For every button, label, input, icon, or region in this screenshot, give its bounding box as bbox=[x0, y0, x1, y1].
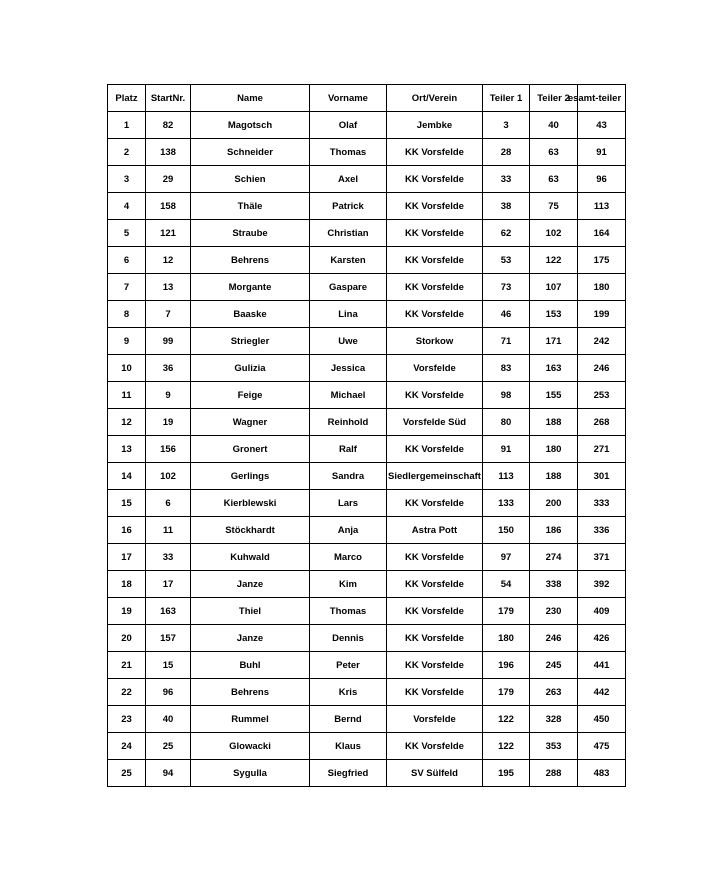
table-row bbox=[108, 571, 626, 598]
cell-ort-verein: Siedlergemeinschaft bbox=[387, 463, 483, 490]
cell-vorname: Ralf bbox=[310, 436, 387, 463]
cell-ort-verein: KK Vorsfelde bbox=[387, 220, 483, 247]
cell-ort-verein: KK Vorsfelde bbox=[387, 166, 483, 193]
cell-teiler-2: 186 bbox=[530, 517, 578, 544]
cell-platz: 8 bbox=[108, 301, 146, 328]
cell-name: Buhl bbox=[191, 652, 310, 679]
cell-name: Kuhwald bbox=[191, 544, 310, 571]
cell-startnr: 17 bbox=[146, 571, 191, 598]
cell-platz: 18 bbox=[108, 571, 146, 598]
cell-vorname: Olaf bbox=[310, 112, 387, 139]
header-row bbox=[108, 85, 626, 112]
table-row bbox=[108, 274, 626, 301]
results-sheet bbox=[107, 84, 624, 787]
cell-gesamt-teiler: 199 bbox=[578, 301, 626, 328]
cell-teiler-1: 83 bbox=[483, 355, 530, 382]
cell-startnr: 11 bbox=[146, 517, 191, 544]
cell-platz: 22 bbox=[108, 679, 146, 706]
cell-teiler-2: 288 bbox=[530, 760, 578, 787]
cell-vorname: Klaus bbox=[310, 733, 387, 760]
table-row bbox=[108, 706, 626, 733]
cell-teiler-1: 53 bbox=[483, 247, 530, 274]
cell-teiler-2: 153 bbox=[530, 301, 578, 328]
cell-vorname: Gaspare bbox=[310, 274, 387, 301]
cell-teiler-2: 171 bbox=[530, 328, 578, 355]
cell-teiler-1: 46 bbox=[483, 301, 530, 328]
cell-vorname: Christian bbox=[310, 220, 387, 247]
cell-platz: 15 bbox=[108, 490, 146, 517]
cell-vorname: Peter bbox=[310, 652, 387, 679]
results-body bbox=[108, 112, 626, 787]
cell-name: Gulizia bbox=[191, 355, 310, 382]
cell-ort-verein: KK Vorsfelde bbox=[387, 733, 483, 760]
cell-platz: 5 bbox=[108, 220, 146, 247]
cell-startnr: 99 bbox=[146, 328, 191, 355]
cell-gesamt-teiler: 409 bbox=[578, 598, 626, 625]
cell-gesamt-teiler: 43 bbox=[578, 112, 626, 139]
table-row bbox=[108, 112, 626, 139]
cell-startnr: 7 bbox=[146, 301, 191, 328]
cell-startnr: 138 bbox=[146, 139, 191, 166]
cell-teiler-2: 180 bbox=[530, 436, 578, 463]
cell-startnr: 96 bbox=[146, 679, 191, 706]
cell-vorname: Anja bbox=[310, 517, 387, 544]
cell-teiler-1: 97 bbox=[483, 544, 530, 571]
cell-ort-verein: KK Vorsfelde bbox=[387, 301, 483, 328]
cell-name: Behrens bbox=[191, 679, 310, 706]
cell-name: Schien bbox=[191, 166, 310, 193]
cell-vorname: Jessica bbox=[310, 355, 387, 382]
table-row bbox=[108, 247, 626, 274]
cell-name: Janze bbox=[191, 571, 310, 598]
cell-vorname: Bernd bbox=[310, 706, 387, 733]
cell-teiler-1: 180 bbox=[483, 625, 530, 652]
cell-ort-verein: SV Sülfeld bbox=[387, 760, 483, 787]
cell-ort-verein: KK Vorsfelde bbox=[387, 625, 483, 652]
cell-name: Straube bbox=[191, 220, 310, 247]
cell-startnr: 33 bbox=[146, 544, 191, 571]
cell-vorname: Thomas bbox=[310, 139, 387, 166]
cell-ort-verein: KK Vorsfelde bbox=[387, 652, 483, 679]
cell-teiler-1: 195 bbox=[483, 760, 530, 787]
table-row bbox=[108, 733, 626, 760]
header-platz: Platz bbox=[108, 85, 146, 112]
cell-name: Sygulla bbox=[191, 760, 310, 787]
cell-platz: 16 bbox=[108, 517, 146, 544]
cell-gesamt-teiler: 268 bbox=[578, 409, 626, 436]
cell-ort-verein: KK Vorsfelde bbox=[387, 436, 483, 463]
cell-vorname: Uwe bbox=[310, 328, 387, 355]
cell-teiler-1: 73 bbox=[483, 274, 530, 301]
table-row bbox=[108, 544, 626, 571]
cell-teiler-2: 274 bbox=[530, 544, 578, 571]
cell-platz: 13 bbox=[108, 436, 146, 463]
cell-teiler-2: 163 bbox=[530, 355, 578, 382]
cell-teiler-1: 80 bbox=[483, 409, 530, 436]
cell-teiler-2: 353 bbox=[530, 733, 578, 760]
cell-teiler-1: 150 bbox=[483, 517, 530, 544]
cell-platz: 14 bbox=[108, 463, 146, 490]
cell-platz: 10 bbox=[108, 355, 146, 382]
cell-name: Glowacki bbox=[191, 733, 310, 760]
table-row bbox=[108, 328, 626, 355]
cell-name: Wagner bbox=[191, 409, 310, 436]
cell-vorname: Axel bbox=[310, 166, 387, 193]
table-row bbox=[108, 355, 626, 382]
table-row bbox=[108, 625, 626, 652]
table-row bbox=[108, 517, 626, 544]
cell-gesamt-teiler: 450 bbox=[578, 706, 626, 733]
table-row bbox=[108, 463, 626, 490]
cell-teiler-2: 200 bbox=[530, 490, 578, 517]
cell-gesamt-teiler: 336 bbox=[578, 517, 626, 544]
cell-gesamt-teiler: 246 bbox=[578, 355, 626, 382]
cell-platz: 19 bbox=[108, 598, 146, 625]
cell-vorname: Lina bbox=[310, 301, 387, 328]
cell-startnr: 156 bbox=[146, 436, 191, 463]
cell-platz: 23 bbox=[108, 706, 146, 733]
table-row bbox=[108, 166, 626, 193]
cell-startnr: 158 bbox=[146, 193, 191, 220]
header-teiler-2: Teiler 2 bbox=[530, 85, 578, 112]
cell-gesamt-teiler: 175 bbox=[578, 247, 626, 274]
cell-startnr: 82 bbox=[146, 112, 191, 139]
cell-ort-verein: KK Vorsfelde bbox=[387, 139, 483, 166]
cell-gesamt-teiler: 242 bbox=[578, 328, 626, 355]
header-startnr: StartNr. bbox=[146, 85, 191, 112]
cell-ort-verein: Vorsfelde bbox=[387, 355, 483, 382]
cell-vorname: Lars bbox=[310, 490, 387, 517]
cell-gesamt-teiler: 371 bbox=[578, 544, 626, 571]
header-ort-verein: Ort/Verein bbox=[387, 85, 483, 112]
cell-gesamt-teiler: 392 bbox=[578, 571, 626, 598]
cell-teiler-1: 33 bbox=[483, 166, 530, 193]
cell-platz: 7 bbox=[108, 274, 146, 301]
cell-startnr: 6 bbox=[146, 490, 191, 517]
cell-name: Feige bbox=[191, 382, 310, 409]
cell-gesamt-teiler: 475 bbox=[578, 733, 626, 760]
cell-teiler-2: 245 bbox=[530, 652, 578, 679]
cell-ort-verein: KK Vorsfelde bbox=[387, 679, 483, 706]
cell-teiler-1: 54 bbox=[483, 571, 530, 598]
cell-startnr: 29 bbox=[146, 166, 191, 193]
cell-vorname: Dennis bbox=[310, 625, 387, 652]
cell-ort-verein: KK Vorsfelde bbox=[387, 571, 483, 598]
cell-teiler-2: 328 bbox=[530, 706, 578, 733]
cell-teiler-1: 3 bbox=[483, 112, 530, 139]
cell-startnr: 102 bbox=[146, 463, 191, 490]
cell-teiler-2: 102 bbox=[530, 220, 578, 247]
table-row bbox=[108, 409, 626, 436]
cell-teiler-1: 113 bbox=[483, 463, 530, 490]
table-row bbox=[108, 760, 626, 787]
cell-gesamt-teiler: 164 bbox=[578, 220, 626, 247]
cell-startnr: 15 bbox=[146, 652, 191, 679]
cell-teiler-2: 338 bbox=[530, 571, 578, 598]
header-vorname: Vorname bbox=[310, 85, 387, 112]
table-row bbox=[108, 652, 626, 679]
cell-startnr: 25 bbox=[146, 733, 191, 760]
cell-gesamt-teiler: 271 bbox=[578, 436, 626, 463]
table-row bbox=[108, 382, 626, 409]
cell-platz: 9 bbox=[108, 328, 146, 355]
cell-vorname: Michael bbox=[310, 382, 387, 409]
cell-startnr: 36 bbox=[146, 355, 191, 382]
cell-name: Baaske bbox=[191, 301, 310, 328]
cell-vorname: Kris bbox=[310, 679, 387, 706]
cell-ort-verein: Astra Pott bbox=[387, 517, 483, 544]
cell-teiler-2: 63 bbox=[530, 139, 578, 166]
cell-platz: 25 bbox=[108, 760, 146, 787]
cell-startnr: 121 bbox=[146, 220, 191, 247]
cell-platz: 1 bbox=[108, 112, 146, 139]
cell-vorname: Reinhold bbox=[310, 409, 387, 436]
cell-startnr: 9 bbox=[146, 382, 191, 409]
cell-teiler-2: 63 bbox=[530, 166, 578, 193]
cell-platz: 20 bbox=[108, 625, 146, 652]
cell-name: Thäle bbox=[191, 193, 310, 220]
cell-gesamt-teiler: 301 bbox=[578, 463, 626, 490]
cell-teiler-1: 38 bbox=[483, 193, 530, 220]
cell-teiler-1: 62 bbox=[483, 220, 530, 247]
cell-teiler-1: 122 bbox=[483, 706, 530, 733]
cell-teiler-1: 98 bbox=[483, 382, 530, 409]
cell-gesamt-teiler: 180 bbox=[578, 274, 626, 301]
table-row bbox=[108, 220, 626, 247]
cell-name: Gerlings bbox=[191, 463, 310, 490]
results-table bbox=[107, 84, 626, 787]
cell-vorname: Siegfried bbox=[310, 760, 387, 787]
cell-teiler-2: 107 bbox=[530, 274, 578, 301]
table-row bbox=[108, 679, 626, 706]
cell-ort-verein: KK Vorsfelde bbox=[387, 274, 483, 301]
cell-ort-verein: KK Vorsfelde bbox=[387, 193, 483, 220]
cell-name: Kierblewski bbox=[191, 490, 310, 517]
cell-ort-verein: KK Vorsfelde bbox=[387, 247, 483, 274]
cell-teiler-2: 122 bbox=[530, 247, 578, 274]
cell-teiler-1: 179 bbox=[483, 679, 530, 706]
cell-name: Stöckhardt bbox=[191, 517, 310, 544]
cell-vorname: Sandra bbox=[310, 463, 387, 490]
header-name: Name bbox=[191, 85, 310, 112]
cell-gesamt-teiler: 91 bbox=[578, 139, 626, 166]
table-row bbox=[108, 193, 626, 220]
cell-ort-verein: Storkow bbox=[387, 328, 483, 355]
cell-gesamt-teiler: 253 bbox=[578, 382, 626, 409]
cell-name: Gronert bbox=[191, 436, 310, 463]
header-gesamt-teiler: esamt-teiler bbox=[578, 85, 626, 112]
cell-teiler-2: 40 bbox=[530, 112, 578, 139]
cell-platz: 4 bbox=[108, 193, 146, 220]
cell-name: Thiel bbox=[191, 598, 310, 625]
header-teiler-1: Teiler 1 bbox=[483, 85, 530, 112]
cell-startnr: 12 bbox=[146, 247, 191, 274]
cell-teiler-2: 155 bbox=[530, 382, 578, 409]
cell-ort-verein: Vorsfelde Süd bbox=[387, 409, 483, 436]
cell-vorname: Thomas bbox=[310, 598, 387, 625]
cell-ort-verein: KK Vorsfelde bbox=[387, 382, 483, 409]
cell-startnr: 163 bbox=[146, 598, 191, 625]
cell-name: Rummel bbox=[191, 706, 310, 733]
cell-vorname: Marco bbox=[310, 544, 387, 571]
cell-teiler-2: 188 bbox=[530, 463, 578, 490]
cell-ort-verein: KK Vorsfelde bbox=[387, 598, 483, 625]
cell-teiler-1: 91 bbox=[483, 436, 530, 463]
cell-ort-verein: KK Vorsfelde bbox=[387, 490, 483, 517]
cell-name: Behrens bbox=[191, 247, 310, 274]
cell-teiler-1: 28 bbox=[483, 139, 530, 166]
cell-startnr: 13 bbox=[146, 274, 191, 301]
cell-teiler-2: 75 bbox=[530, 193, 578, 220]
cell-platz: 12 bbox=[108, 409, 146, 436]
cell-name: Janze bbox=[191, 625, 310, 652]
cell-name: Morgante bbox=[191, 274, 310, 301]
cell-platz: 17 bbox=[108, 544, 146, 571]
cell-ort-verein: KK Vorsfelde bbox=[387, 544, 483, 571]
cell-name: Schneider bbox=[191, 139, 310, 166]
table-row bbox=[108, 598, 626, 625]
cell-gesamt-teiler: 441 bbox=[578, 652, 626, 679]
cell-teiler-1: 71 bbox=[483, 328, 530, 355]
cell-teiler-1: 122 bbox=[483, 733, 530, 760]
cell-vorname: Kim bbox=[310, 571, 387, 598]
cell-startnr: 40 bbox=[146, 706, 191, 733]
table-row bbox=[108, 490, 626, 517]
cell-platz: 11 bbox=[108, 382, 146, 409]
cell-teiler-2: 246 bbox=[530, 625, 578, 652]
cell-vorname: Karsten bbox=[310, 247, 387, 274]
table-row bbox=[108, 139, 626, 166]
cell-gesamt-teiler: 113 bbox=[578, 193, 626, 220]
cell-ort-verein: Vorsfelde bbox=[387, 706, 483, 733]
cell-startnr: 94 bbox=[146, 760, 191, 787]
cell-teiler-2: 230 bbox=[530, 598, 578, 625]
cell-name: Magotsch bbox=[191, 112, 310, 139]
cell-startnr: 157 bbox=[146, 625, 191, 652]
cell-teiler-1: 196 bbox=[483, 652, 530, 679]
cell-platz: 3 bbox=[108, 166, 146, 193]
cell-gesamt-teiler: 483 bbox=[578, 760, 626, 787]
table-row bbox=[108, 436, 626, 463]
cell-startnr: 19 bbox=[146, 409, 191, 436]
cell-gesamt-teiler: 96 bbox=[578, 166, 626, 193]
cell-teiler-1: 133 bbox=[483, 490, 530, 517]
cell-gesamt-teiler: 442 bbox=[578, 679, 626, 706]
cell-platz: 21 bbox=[108, 652, 146, 679]
cell-teiler-1: 179 bbox=[483, 598, 530, 625]
cell-platz: 2 bbox=[108, 139, 146, 166]
cell-ort-verein: Jembke bbox=[387, 112, 483, 139]
table-row bbox=[108, 301, 626, 328]
cell-platz: 24 bbox=[108, 733, 146, 760]
cell-teiler-2: 188 bbox=[530, 409, 578, 436]
cell-platz: 6 bbox=[108, 247, 146, 274]
cell-gesamt-teiler: 426 bbox=[578, 625, 626, 652]
cell-gesamt-teiler: 333 bbox=[578, 490, 626, 517]
cell-name: Striegler bbox=[191, 328, 310, 355]
cell-teiler-2: 263 bbox=[530, 679, 578, 706]
cell-vorname: Patrick bbox=[310, 193, 387, 220]
